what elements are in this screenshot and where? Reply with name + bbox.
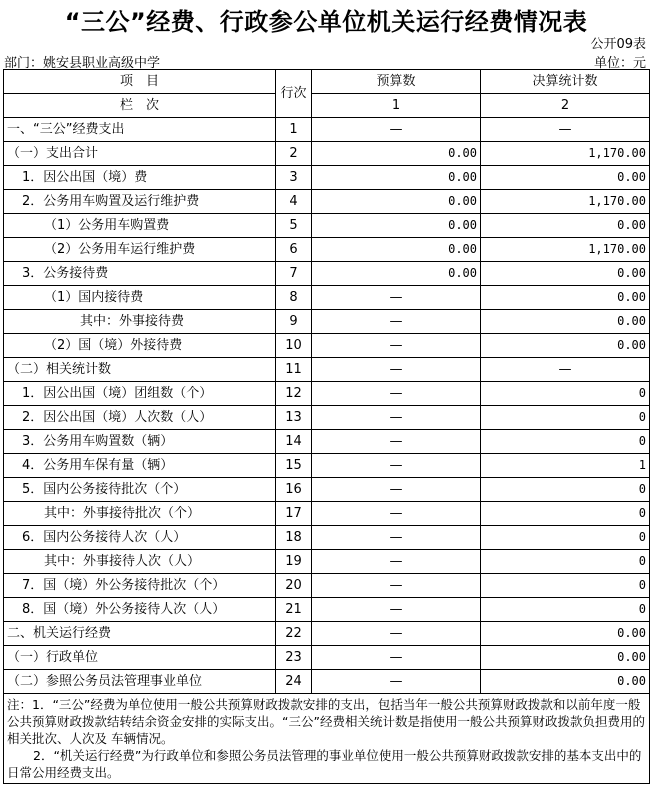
final-value: 0.00	[481, 166, 650, 190]
final-value: 0.00	[481, 262, 650, 286]
final-value: 0	[481, 574, 650, 598]
table-row	[4, 118, 650, 142]
row-label: （二）参照公务员法管理事业单位	[4, 670, 276, 694]
table-row	[4, 670, 650, 694]
budget-value: —	[312, 406, 481, 430]
row-label: 1．因公出国（境）团组数（个）	[4, 382, 276, 406]
final-value: 0	[481, 502, 650, 526]
note-2: 2．“机关运行经费”为行政单位和参照公务员法管理的事业单位使用一般公共预算财政拨款安排的基本支出中的日常公用经费支出。	[7, 748, 642, 780]
budget-value: 0.00	[312, 142, 481, 166]
row-label: （1）国内接待费	[4, 286, 276, 310]
column-number-row	[4, 94, 650, 118]
row-label: 其中：外事接待费	[4, 310, 276, 334]
table-row	[4, 550, 650, 574]
table-row	[4, 310, 650, 334]
budget-value: —	[312, 574, 481, 598]
note-1: 注：1．“三公”经费为单位使用一般公共预算财政拨款安排的支出，包括当年一般公共预算财政拨款和以前年度一般公共预算财政拨款结转结余资金安排的实际支出。“三公”经费相关统计数是指使用一般公共预算财政拨款负担费用的相关批次、人次及 车辆情况。	[7, 697, 645, 746]
row-label: （二）相关统计数	[4, 358, 276, 382]
row-number: 10	[276, 334, 312, 358]
final-value: 0.00	[481, 286, 650, 310]
budget-value: —	[312, 382, 481, 406]
final-value: 1,170.00	[481, 142, 650, 166]
row-number: 12	[276, 382, 312, 406]
form-code: 公开09表	[590, 37, 646, 52]
row-label: 3．公务用车购置数（辆）	[4, 430, 276, 454]
row-number: 16	[276, 478, 312, 502]
final-value: 0.00	[481, 670, 650, 694]
final-value: 0	[481, 526, 650, 550]
table-row	[4, 430, 650, 454]
row-label: 2．因公出国（境）人次数（人）	[4, 406, 276, 430]
row-number: 24	[276, 670, 312, 694]
final-value: 0.00	[481, 646, 650, 670]
row-number: 23	[276, 646, 312, 670]
row-label: （1）公务用车购置费	[4, 214, 276, 238]
table-row	[4, 574, 650, 598]
budget-value: —	[312, 286, 481, 310]
row-number: 14	[276, 430, 312, 454]
row-label: 其中：外事接待批次（个）	[4, 502, 276, 526]
row-label: 5．国内公务接待批次（个）	[4, 478, 276, 502]
row-number: 21	[276, 598, 312, 622]
header-item: 项 目	[4, 70, 276, 94]
row-label: （2）公务用车运行维护费	[4, 238, 276, 262]
table-row	[4, 166, 650, 190]
row-number: 15	[276, 454, 312, 478]
header-budget: 预算数	[312, 70, 481, 94]
budget-value: —	[312, 622, 481, 646]
header-row	[4, 70, 650, 94]
table-row	[4, 478, 650, 502]
row-number: 13	[276, 406, 312, 430]
table-row	[4, 502, 650, 526]
row-number: 18	[276, 526, 312, 550]
table-row	[4, 622, 650, 646]
row-number: 5	[276, 214, 312, 238]
budget-value: —	[312, 430, 481, 454]
notes-cell	[4, 694, 650, 784]
expense-table	[3, 69, 650, 784]
budget-value: —	[312, 334, 481, 358]
row-number: 8	[276, 286, 312, 310]
final-value: 0.00	[481, 334, 650, 358]
row-number: 2	[276, 142, 312, 166]
table-row	[4, 382, 650, 406]
row-label: 3．公务接待费	[4, 262, 276, 286]
budget-value: —	[312, 478, 481, 502]
table-row	[4, 214, 650, 238]
table-body	[4, 118, 650, 694]
column-2-number: 2	[481, 94, 650, 118]
row-number: 9	[276, 310, 312, 334]
table-row	[4, 262, 650, 286]
row-number: 17	[276, 502, 312, 526]
final-value: —	[481, 118, 650, 142]
budget-value: 0.00	[312, 262, 481, 286]
final-value: 0	[481, 430, 650, 454]
table-row	[4, 526, 650, 550]
final-value: 1,170.00	[481, 190, 650, 214]
budget-value: —	[312, 358, 481, 382]
row-number: 7	[276, 262, 312, 286]
row-label: 1．因公出国（境）费	[4, 166, 276, 190]
row-label: （一）行政单位	[4, 646, 276, 670]
row-label: 7．国（境）外公务接待批次（个）	[4, 574, 276, 598]
budget-value: —	[312, 526, 481, 550]
budget-value: —	[312, 598, 481, 622]
budget-value: —	[312, 646, 481, 670]
budget-value: —	[312, 670, 481, 694]
table-row	[4, 334, 650, 358]
department-label: 部门：姚安县职业高级中学	[4, 56, 161, 71]
row-label: （一）支出合计	[4, 142, 276, 166]
page-title: “三公”经费、行政参公单位机关运行经费情况表	[64, 8, 588, 36]
unit-label: 单位：元	[593, 56, 646, 71]
row-label: 其中：外事接待人次（人）	[4, 550, 276, 574]
final-value: 0	[481, 478, 650, 502]
row-number: 11	[276, 358, 312, 382]
row-label: 一、“三公”经费支出	[4, 118, 276, 142]
notes-row	[4, 694, 650, 784]
final-value: —	[481, 358, 650, 382]
final-value: 1,170.00	[481, 238, 650, 262]
table-row	[4, 286, 650, 310]
row-label: 8．国（境）外公务接待人次（人）	[4, 598, 276, 622]
budget-value: 0.00	[312, 214, 481, 238]
row-number: 1	[276, 118, 312, 142]
final-value: 0	[481, 598, 650, 622]
budget-value: 0.00	[312, 238, 481, 262]
budget-value: —	[312, 454, 481, 478]
final-value: 0.00	[481, 214, 650, 238]
budget-value: 0.00	[312, 190, 481, 214]
header-row-no: 行次	[276, 70, 312, 118]
row-label: 二、机关运行经费	[4, 622, 276, 646]
table-row	[4, 190, 650, 214]
table-row	[4, 238, 650, 262]
final-value: 0	[481, 382, 650, 406]
row-label: 4．公务用车保有量（辆）	[4, 454, 276, 478]
row-label: 2．公务用车购置及运行维护费	[4, 190, 276, 214]
table-row	[4, 454, 650, 478]
budget-value: —	[312, 550, 481, 574]
header-final: 决算统计数	[481, 70, 650, 94]
row-number: 20	[276, 574, 312, 598]
table-row	[4, 358, 650, 382]
table-row	[4, 598, 650, 622]
final-value: 0.00	[481, 310, 650, 334]
row-number: 22	[276, 622, 312, 646]
final-value: 1	[481, 454, 650, 478]
table-row	[4, 142, 650, 166]
table-row	[4, 646, 650, 670]
column-1-number: 1	[312, 94, 481, 118]
row-number: 6	[276, 238, 312, 262]
budget-value: —	[312, 118, 481, 142]
row-number: 3	[276, 166, 312, 190]
row-number: 19	[276, 550, 312, 574]
row-label: （2）国（境）外接待费	[4, 334, 276, 358]
column-label: 栏 次	[4, 94, 276, 118]
final-value: 0	[481, 550, 650, 574]
table-row	[4, 406, 650, 430]
final-value: 0	[481, 406, 650, 430]
row-number: 4	[276, 190, 312, 214]
final-value: 0.00	[481, 622, 650, 646]
budget-value: —	[312, 502, 481, 526]
row-label: 6．国内公务接待人次（人）	[4, 526, 276, 550]
budget-value: —	[312, 310, 481, 334]
budget-value: 0.00	[312, 166, 481, 190]
